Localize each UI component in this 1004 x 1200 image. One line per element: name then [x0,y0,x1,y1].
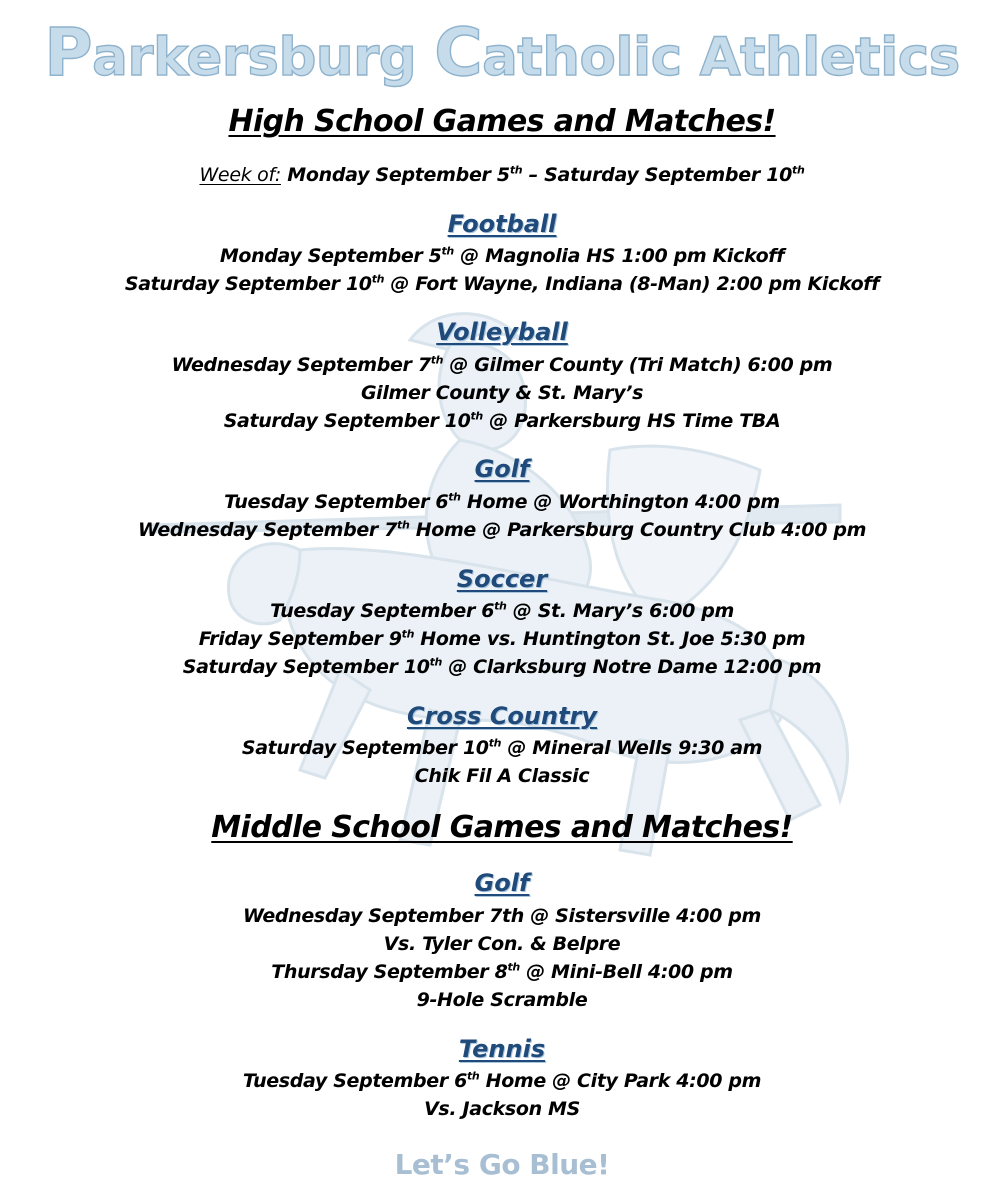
sport-heading-golf-ms: Golf [474,869,530,897]
event-line: Vs. Tyler Con. & Belpre [383,933,621,955]
event-line: Saturday September 10th @ Fort Wayne, Indiana (8-Man) 2:00 pm Kickoff [124,272,880,295]
sport-heading-golf: Golf [474,455,530,483]
event-line: Saturday September 10th @ Mineral Wells 9:30 am [241,736,763,759]
organization-title: Parkersburg Catholic Athletics [44,14,960,91]
event-line: Saturday September 10th @ Parkersburg HS Time TBA [223,409,781,432]
event-line: Tuesday September 6th Home @ Worthington 4:00 pm [224,490,780,513]
event-line: Saturday September 10th @ Clarksburg Notre Dame 12:00 pm [182,655,822,678]
event-line: Chik Fil A Classic [414,765,590,787]
event-line: Thursday September 8th @ Mini-Bell 4:00 pm [271,960,733,983]
sport-heading-cross-country: Cross Country [406,702,598,730]
event-line: Friday September 9th Home vs. Huntington St. Joe 5:30 pm [198,627,806,650]
sport-heading-football: Football [447,210,557,238]
footer-slogan: Let’s Go Blue! [394,1148,610,1181]
event-line: Tuesday September 6th Home @ City Park 4:00 pm [242,1069,762,1092]
event-line: 9-Hole Scramble [416,989,588,1011]
event-line: Wednesday September 7th @ Sistersville 4:00 pm [242,905,761,927]
event-line: Gilmer County & St. Mary’s [360,382,644,404]
event-line: Tuesday September 6th @ St. Mary’s 6:00 pm [270,599,734,622]
week-of-label: Week of: [199,164,281,186]
week-of-line: Week of: Monday September 5th – Saturday September 10th [199,163,805,186]
event-line: Wednesday September 7th Home @ Parkersburg Country Club 4:00 pm [137,518,867,541]
sport-heading-tennis: Tennis [458,1035,546,1063]
event-line: Vs. Jackson MS [424,1098,580,1120]
sport-heading-volleyball: Volleyball [436,318,568,346]
high-school-heading: High School Games and Matches! [228,104,776,139]
event-line: Wednesday September 7th @ Gilmer County (Tri Match) 6:00 pm [171,353,833,376]
sport-heading-soccer: Soccer [456,565,548,593]
middle-school-heading: Middle School Games and Matches! [211,810,793,845]
event-line: Monday September 5th @ Magnolia HS 1:00 pm Kickoff [219,244,785,267]
